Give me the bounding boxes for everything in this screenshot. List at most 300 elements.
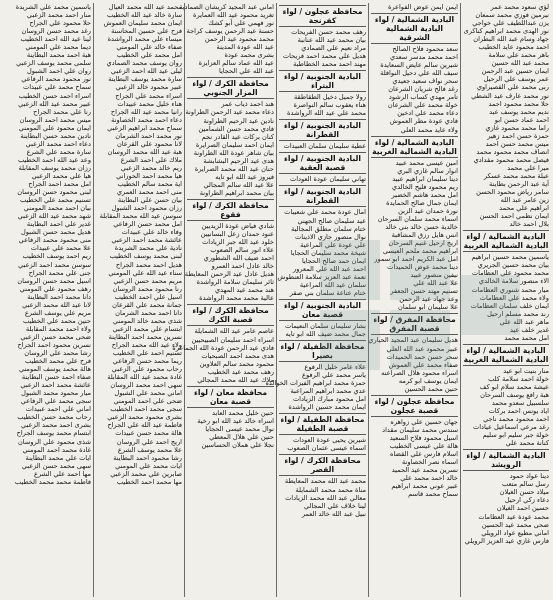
name-entry: لؤي سعود محمد عمر xyxy=(490,3,549,11)
name-entry: نادين عيد الرحيم الطراونة xyxy=(203,116,274,125)
name-entry: عاصم عامر عيد الله الشمايلة xyxy=(194,327,274,336)
name-entry: تغريد محمود عيد الله العمايرة xyxy=(193,11,274,20)
name-entry: بشار سليمان سلمان النعيمات xyxy=(285,321,366,330)
name-entry: مراد نعيم علي الصمادي xyxy=(301,44,366,53)
name-entry: دعاء احمد محمد الخصاونة xyxy=(111,115,182,124)
name-entry: نور محمود محمد الرفاعي xyxy=(21,75,91,84)
name-entry: حنين محمد الحسين xyxy=(404,384,458,393)
name-entry: شهد محمد عيد الله الزعبي xyxy=(17,212,91,221)
name-entry: رغد محمد حسن الروسان xyxy=(21,27,91,36)
name-entry: اماني مطيع عواد الرويلي xyxy=(481,528,549,537)
name-entry: امين عيسى محمد عبيد xyxy=(395,158,458,167)
name-entry: نادية علي محمد الشريدة xyxy=(114,244,182,253)
name-column-1 xyxy=(460,3,551,597)
name-entry: شيخة محمد سليمان الحجايا xyxy=(290,248,366,257)
name-entry: نديم محمد يوسف عبد xyxy=(489,107,549,116)
name-column-2 xyxy=(368,3,460,597)
name-entry: عالية محمد محمد الرواشدة xyxy=(199,294,274,303)
name-entry: سجى محمد علي الرفاعي xyxy=(20,397,91,406)
section-header: البادية الجنوبية / لواء القطرانة xyxy=(279,119,366,141)
name-entry: بيان شاهر عودة الله الطراونة xyxy=(193,148,274,157)
name-entry: اسلام فارس علي القضاه xyxy=(389,449,458,458)
name-entry: روان يوسف محمد الصمادي xyxy=(106,59,182,68)
name-entry: سارة خالد عيد الله الخطيب xyxy=(106,11,182,20)
name-entry: ربى محمد علي القصيراوي xyxy=(476,83,549,92)
name-entry: سامر رياض محمود الحسن xyxy=(476,188,549,197)
name-entry: امل محمود مبارك الزيادات xyxy=(292,395,366,404)
name-entry: ملاك عيد الله محمد المجالي xyxy=(197,375,274,384)
name-entry: هالة محمد يوسف المومني xyxy=(18,365,91,374)
name-entry: سندس محمد سليمان مقداد xyxy=(382,425,458,434)
name-entry: فاطمة عيد الله علي الجراح xyxy=(107,421,182,430)
name-entry: جمال محمد ضيف الله ابو تايه xyxy=(285,330,366,339)
name-entry: مناة محمد محمد الشمايلة xyxy=(295,485,366,494)
name-entry: ابتسام علي محمد الزعبي xyxy=(112,324,182,333)
name-entry: اماني علي احمد عبيدات xyxy=(25,405,91,414)
name-entry: نادين محمد حسن البطاينة xyxy=(20,131,91,140)
name-entry: نعمة عبد العزيز سلامة العنطوش xyxy=(277,272,366,281)
name-entry: حسنة عيد الرحمن يوسف كراجة xyxy=(186,27,274,36)
name-entry: محمد عيد الله محمد العيال xyxy=(108,3,182,11)
name-entry: فاطمة محمد محمد الخطيب xyxy=(14,477,91,486)
section-header: محافظة الكرك / لواء القصر xyxy=(279,454,366,476)
name-entry: ريم محمود فليح الخالدي xyxy=(392,182,458,191)
name-entry: هالة علي عيسى الخطيب xyxy=(389,441,458,450)
name-entry: سجى محمد احمد الخطيب xyxy=(110,405,182,414)
name-entry: نسرين محمد احمد البطاينة xyxy=(108,332,182,341)
name-entry: تسنيم احمد علي الخطيب xyxy=(112,349,182,358)
name-entry: هند محمد عيد المهدي xyxy=(215,286,274,295)
name-entry: اسراء محمد علي الجراح xyxy=(115,91,182,100)
name-entry: عنود حمدان زعل البسانيين xyxy=(200,230,274,239)
name-entry: رشا محمود احمد البطاينة xyxy=(113,453,182,462)
section-header: محافظة الكرك / لواء قصبة الكرك xyxy=(187,304,274,326)
name-entry: روان علي احمد الشبول xyxy=(26,67,91,76)
section-header: محافظة عجلون / لواء كفرنجة xyxy=(279,5,366,27)
name-entry: امل محمد حسن الرفاعي xyxy=(113,220,182,229)
section-header: البادية الشمالية / لواء الرويشد xyxy=(463,449,549,471)
name-entry: علا سليمان ابو سلمان xyxy=(398,303,458,312)
name-entry: ولاء عيد الله محمد الجراح xyxy=(111,340,182,349)
name-entry: نور فهمي علي أبو كشك xyxy=(208,19,274,28)
name-entry: رهف محمود علي المومني xyxy=(19,284,91,293)
name-entry: صفاء احمد حسن البطاينة xyxy=(21,373,91,382)
name-entry: اسراء احمد حسن الخطيب xyxy=(18,91,91,100)
name-entry: محمد محمود عيد الرحمن xyxy=(204,35,274,44)
name-entry: رهف محمد حسن الفريحات xyxy=(291,28,366,36)
name-entry: محمد عبد الله حسين xyxy=(491,59,549,68)
name-entry: فارس غازي عيد العزيز الرويلي xyxy=(464,536,549,545)
name-entry: هدى محمد احمد الصبحيات xyxy=(201,351,274,360)
name-entry: دانا احمد محمد الشرمان xyxy=(115,308,182,317)
name-entry: غدير علي احمد البطاينة xyxy=(26,220,91,229)
name-entry: علي عودة علي المراعية xyxy=(300,240,366,249)
section-header: محافظة الكرك / لواء فقوع xyxy=(187,199,274,221)
name-entry: حنان عيد الله محمد الصرايرة xyxy=(194,164,274,173)
name-entry: سحر حسن حمد الحميدات xyxy=(386,352,458,361)
name-entry: فيصل محمد محمود مقدادي xyxy=(473,155,549,164)
name-entry: حلا محمد محمود احمد xyxy=(488,99,549,108)
name-entry: رنا علي محمد الجراح xyxy=(33,107,91,116)
name-entry: بيان حسن علي البطاينة xyxy=(117,196,182,205)
name-entry: فيروز عيد الله ابو تايه xyxy=(215,172,274,181)
name-entry: هناء خليل محمد عبيدات xyxy=(117,99,182,108)
name-entry: اسيل محمود فلاح السعيد xyxy=(389,433,458,442)
name-entry: ايمان حسين عبد الرحمن xyxy=(481,67,549,76)
name-column-5 xyxy=(93,3,184,597)
name-entry: سماح محمد قاسم xyxy=(408,490,458,499)
name-entry: بيان محمد حسين الجريري xyxy=(477,261,549,270)
name-entry: نيرمين فوزي محمد سمعان xyxy=(475,11,549,20)
name-entry: ميلاد حسن الغيلان xyxy=(499,488,549,497)
name-entry: امل عبد الكريم احمد ابو سمور xyxy=(374,255,458,264)
name-entry: عائشة محمد احمد الزعبي xyxy=(20,381,91,390)
name-entry: شيرين يحيى عودة العودات xyxy=(292,436,366,445)
name-entry: هبة رافع يوسف السرحان xyxy=(480,390,549,399)
name-entry: اماني عبد المجيد كريشان الصمادية xyxy=(179,3,274,11)
section-header: البادية الشمالية / لواء البادية الشمالية الغربية xyxy=(463,345,549,364)
name-entry: امل محمد علي الخطيب xyxy=(116,51,182,60)
name-entry: لانا عيد الله محمد الزعبي xyxy=(22,300,91,309)
name-entry: نورة حمدان عيد الزبن xyxy=(398,206,458,215)
name-entry: سماح محمد ابراهيم الزعبي xyxy=(107,123,182,132)
name-entry: يزن عبداللطيف علي خواجي xyxy=(472,19,549,28)
name-entry: عبلة محمد محمد عسكر xyxy=(483,171,549,180)
name-entry: احمد محمد مدسر سعدي xyxy=(389,53,458,62)
name-entry: خالدية حسن خالد بني خالد xyxy=(385,222,458,231)
name-entry: نبيل عبد الله خالد العمر xyxy=(301,509,366,518)
name-entry: ختام عتاعة سلمان بني صقر xyxy=(289,288,366,297)
name-entry: اسماء محمد سلمان السرحان xyxy=(377,214,458,223)
name-entry: ضحى علي احمد المومني xyxy=(113,397,182,406)
name-entry: دينا سليمان ابراهيم عبيد xyxy=(392,174,458,183)
name-entry: علا عيد الله سالم المجالي xyxy=(203,180,274,189)
name-entry: سارة محمد يوسف البطاينة xyxy=(108,75,182,84)
section-header: البادية الشمالية / لواء البادية الشمالية الشرقية xyxy=(371,13,458,44)
name-entry: نجلا علي هملان الحساسين xyxy=(201,440,274,449)
name-entry: بيان محمد ابراهيم الطراونة xyxy=(199,188,274,197)
name-entry: كنان بركات عيد القادر نجم xyxy=(201,132,274,141)
name-entry: رشا محمد علي الروسان xyxy=(24,349,91,358)
name-entry: رنا محمود محمد الروسان xyxy=(112,284,182,293)
name-entry: ياسمين محمد علي الشريدة xyxy=(15,3,91,11)
name-entry: عبير محمد عيد الله الزعبي xyxy=(18,99,91,108)
name-entry: دينا محمد عوض الحميدات xyxy=(387,263,458,272)
name-entry: خلود عيد الله جبر الزيادات xyxy=(202,238,274,247)
name-entry: سارة محمد علي الشرع xyxy=(26,147,91,156)
name-entry: هديل علي محمد احمد فريحات xyxy=(282,52,366,61)
name-entry: سلمان عيد الله المراعية xyxy=(299,280,366,289)
name-entry: سيف الله علي دحيل النوافلة xyxy=(380,69,458,78)
name-entry: رغد فالح شريان الشرعان xyxy=(388,85,458,94)
name-entry: امل محمد محمد xyxy=(504,333,549,342)
name-entry: ايمان محمد سليمان العموش xyxy=(103,19,182,28)
name-entry: سعد محمود فلاح الصالح xyxy=(392,45,458,54)
name-entry: اسماء عيسى عثمان الصعوب xyxy=(287,444,366,453)
name-entry: امل محمد هاشم الخضير xyxy=(391,190,458,199)
name-entry: لانا محمود علي القرعان xyxy=(116,139,182,148)
name-entry: لبنى محمود حسن الروسان xyxy=(17,188,91,197)
name-entry: اماني محمد علي الشبول xyxy=(114,389,182,398)
name-entry: مها احمد علي الشرع xyxy=(34,469,91,478)
name-entry: رغد مرعي اسماعيل عيادات xyxy=(473,423,549,432)
name-entry: سناء عيد الله علي المومني xyxy=(108,268,182,277)
name-entry: منى محمود محمد الرفاعي xyxy=(18,236,91,245)
name-entry: ثائر سليمان سلامة الرواشدة xyxy=(196,278,274,287)
name-entry: بشرى احمد محمد الزعبي xyxy=(21,421,91,430)
name-entry: سوسن محمد احمد الزعبي xyxy=(18,260,91,269)
name-entry: سلسبيل سعدو محمد xyxy=(491,399,549,408)
name-entry: خالد عادل احمد العمرو xyxy=(211,262,274,271)
name-entry: نور محمد عارف عيد الشطي xyxy=(471,91,549,100)
name-entry: وعد جهاد عيد الرحمن xyxy=(399,295,458,304)
name-entry: دعاء محمد علي ادخين xyxy=(397,109,458,118)
name-entry: منار احمد محمد الزعبي xyxy=(26,11,91,20)
name-entry: فادي محمد حسن الشمامين xyxy=(198,124,274,133)
name-entry: خولة احمد سلامة كلب xyxy=(488,374,549,383)
name-entry: غدير خلف عيد xyxy=(509,325,549,334)
name-entry: امل محمد احمد الجراح xyxy=(28,180,91,189)
name-entry: اريج ارحيل غنيم السرحان xyxy=(388,239,458,248)
name-entry: رحاب محمود علي الزعبي xyxy=(111,365,182,374)
name-entry: ايمان خلف سلمان العظامات xyxy=(470,301,549,310)
name-entry: علا عبد الله علي xyxy=(413,279,458,288)
name-entry: ميس محمد احمد الروسان xyxy=(19,115,91,124)
name-entry: سلمى محمد يوسف الزعبي xyxy=(16,59,91,68)
name-entry: اريج احمد علي الروسان xyxy=(116,437,182,446)
name-entry: فادي عودة مطر العموش xyxy=(389,117,458,126)
name-entry: لبنى محمد يوسف الخطيب xyxy=(109,252,182,261)
name-entry: اية محمد سالم الخطيب xyxy=(117,180,182,189)
name-entry: ملاك علي احمد الشرع xyxy=(120,155,182,164)
name-entry: ليلى عيد الله احمد الزعبي xyxy=(110,67,182,76)
name-entry: ابراهيم علي محمد xyxy=(499,204,549,213)
name-entry: احمد محمود عايد الخطيب xyxy=(478,43,549,52)
name-column-4 xyxy=(172,3,276,597)
name-entry: ضحى محمد عيد الحسين xyxy=(481,520,549,529)
name-entry: خولة جبر سليم ابو سليم xyxy=(482,431,549,440)
name-entry: اياد يونس احمد بركات xyxy=(488,407,549,416)
name-entry: رولا جميل دخيل الطقاطقة xyxy=(294,93,366,102)
name-entry: رحاب محمد حسن الخطيب xyxy=(17,413,91,422)
name-entry: احمد محمود محمد ناجي xyxy=(483,415,549,424)
name-entry: اسيل محمد حسن الروسان xyxy=(17,276,91,285)
name-entry: اسيل علي احمد الخطيب xyxy=(114,292,182,301)
section-header: محافظة المفرق / لواء قصبة المفرق xyxy=(371,313,458,335)
name-entry: صفاء خالد علي المومني xyxy=(116,43,182,52)
name-entry: الاء منصور سلامة الخالدي xyxy=(478,277,549,286)
name-entry: احمد عبد الله علي المعرور xyxy=(293,264,366,273)
name-entry: هالة محمد حسن عبيدات xyxy=(115,429,182,438)
name-entry: نور الهدى محمد ابراهيم كناكرى xyxy=(463,27,549,36)
name-entry: ريم خالد محمد الزعبي xyxy=(120,163,182,172)
name-entry: شادي فياض عودة الزيديين xyxy=(201,221,274,230)
name-entry: ايات علي محمد البطاينة xyxy=(25,453,91,462)
name-entry: هند احمد ذياب عمر xyxy=(221,100,274,109)
name-entry: مها محمد احمد الخطيب xyxy=(116,477,182,486)
name-entry: دانا محمد احمد البطاينة xyxy=(27,292,91,301)
name-entry: عبير محمود عبد الله العلي xyxy=(386,344,458,353)
name-entry: هديل احمد محمد الجراح xyxy=(115,260,182,269)
name-entry: دعاء محمد عيد الرحمن الطراونة xyxy=(185,108,274,117)
name-entry: انصاف محمد محمود محمد xyxy=(476,147,549,156)
name-entry: تامر مهدي كساب الرشود xyxy=(388,93,458,102)
section-header: البادية الجنوبية / لواء البتراء xyxy=(279,70,366,92)
name-entry: حسين احمد الغيلان xyxy=(496,504,549,513)
name-entry: ايمان احمد سليمان الصرايرة xyxy=(195,140,274,149)
name-entry: ديما محمد علي المومني xyxy=(25,43,91,52)
name-entry: احمد ضيف الله الشطوري xyxy=(203,254,274,263)
name-entry: ابراهيم محمد ملحم العيسى xyxy=(382,247,458,256)
name-entry: حمزة حسن احمد زهير xyxy=(487,131,549,140)
name-entry: تسنيم محمد علي الخطيب xyxy=(19,196,91,205)
name-entry: حنين محمد علي الخطيب xyxy=(22,316,91,325)
name-entry: صفاء محمد علي العموش xyxy=(388,360,458,369)
name-entry: هيا علي محمد الزعبي xyxy=(31,171,91,180)
name-entry: ماهر عبد الله علي xyxy=(499,317,549,326)
name-entry: غادة محمد عيد الله المقابلة xyxy=(107,373,182,382)
name-entry: سماح محمد علي عبيدات xyxy=(23,83,91,92)
name-entry: عيد الله عودة المدينة xyxy=(216,43,274,52)
name-entry: حلا محمود علي الجراح xyxy=(29,19,91,28)
name-entry: ميار محمد شنوري العظامات xyxy=(471,285,549,294)
name-entry: ايمان يوسف ابو كرمه xyxy=(398,376,458,385)
name-entry: عبد الله علي الحجايا xyxy=(218,67,274,76)
name-entry: علا محمد يوسف الشرع xyxy=(117,445,182,454)
name-entry: علاء انور سالم الصعوب xyxy=(210,246,274,255)
name-entry: ايمان نظمي احمد الحسن xyxy=(479,212,549,221)
name-entry: نيفين منصور عبيد xyxy=(410,271,458,280)
name-entry: علا محمد علي عبيدات xyxy=(30,244,91,253)
name-entry: مريم علي يوسف الشرع xyxy=(24,308,91,317)
name-entry: حنين علي هلال المعطي xyxy=(209,432,274,441)
name-entry: تسنيم مهند حسن الجعفر xyxy=(390,287,458,296)
name-entry: هناء يعقوب سالم النواصرة xyxy=(293,101,366,110)
name-entry: غادة محمد احمد المومني xyxy=(22,445,91,454)
name-entry: ولاء احمد محمد المقابلة xyxy=(25,324,91,333)
name-entry: عدي محمد ابراهيم المراعبة xyxy=(290,387,366,396)
name-entry: نوال منصور جازي الاذينات xyxy=(295,232,366,241)
name-entry: محمد محمود علي العظامات xyxy=(471,269,549,278)
name-entry: ايمن ايمن عوض الفواعرة xyxy=(387,3,458,11)
name-entry: وفاء خالد علي عبيدات xyxy=(121,228,182,237)
name-entry: عبير عوني محمد ابراهيم xyxy=(391,482,458,491)
name-entry: زين عامر عبد الله xyxy=(500,196,549,205)
name-entry: عمر يوسف علي الرحيل xyxy=(483,75,549,84)
name-entry: سحر نواف سعيد جعيدي xyxy=(392,77,458,86)
name-entry: سهى محمد حسن الزعبي xyxy=(21,461,91,470)
name-entry: ولاء عايد محمد العلي xyxy=(400,125,458,134)
name-entry: امال عودة محمد علي شعيبات xyxy=(284,208,366,217)
name-entry: فادي عيد الرحمن عودة الله الجماعرة xyxy=(172,343,274,352)
name-entry: رزان محمود احمد الشبول xyxy=(111,204,182,213)
name-entry: بيان محمد عيد الله عنانبة xyxy=(297,36,366,45)
name-entry: نوال محمد عيسى الحجايا xyxy=(205,424,274,433)
name-entry: هبة احمد محمد البطاينة xyxy=(26,51,91,60)
name-entry: عيشة محمد سلام ابو كف xyxy=(479,382,549,391)
name-entry: جهاد وسام عبد الله البطران xyxy=(473,35,549,44)
name-entry: محمد علي عيد الله الرواشدة xyxy=(287,109,366,118)
name-entry: اسماء نصر الخصاونة xyxy=(401,458,458,467)
section-header: البادية الجنوبية / لواء قصبة العقبة xyxy=(279,152,366,174)
name-entry: شيرين سالم عايض السعايدة xyxy=(380,61,458,70)
name-entry: احمد عماد حسن ابو xyxy=(494,115,549,124)
name-entry: جمانة محمد علي القرعان xyxy=(112,300,182,309)
name-entry: نور محمد احمد الشرمان xyxy=(115,131,182,140)
section-header: محافظة عجلون / لواء قصبة عجلون xyxy=(371,395,458,417)
name-entry: ميس محمد حسن احمد xyxy=(485,139,549,148)
name-entry: راما محمد محمود غازي xyxy=(485,123,549,132)
name-entry: ختام سلمان مطلق المجالية xyxy=(291,224,366,233)
name-entry: هديل سليمان عبد المجيد الحياري xyxy=(368,336,458,345)
name-column-6 xyxy=(2,3,93,597)
section-header: البادية الجنوبية / لواء قصبة معان xyxy=(279,299,366,321)
name-entry: شذى محمد خالد المومني xyxy=(112,316,182,325)
name-entry: سهى احمد محمد الروسان xyxy=(110,381,182,390)
name-entry: حمزة محمد ابراهيم الفيزات الخوالدة xyxy=(265,379,366,388)
name-entry: محمود محمد سالم العلاوين xyxy=(199,359,274,368)
name-entry: خولة محمد علي الشرعان xyxy=(387,101,458,110)
section-header: محافظة الطفيلة / لواء قصبة الطفيلة xyxy=(280,415,365,434)
section-header: البادية الجنوبية / لواء القطرانة xyxy=(279,185,366,207)
name-entry: ايمان جمال صالح الحمايدة xyxy=(386,198,458,207)
name-entry: مهند احمد محمد الخطاطبة xyxy=(293,60,366,69)
name-entry: سوسن عيد الله محمد المقابلة xyxy=(99,212,182,221)
name-entry: هيا محمد احمد الحوراني xyxy=(116,171,182,180)
name-entry: رانيا محمد عيد الله الجراح xyxy=(110,107,182,116)
name-entry: اسراء احمد سليمان الصبيحيين xyxy=(191,335,274,344)
name-entry: صابرين علي محمد الزعبي xyxy=(110,469,182,478)
section-header: محافظة الطفيلة / لواء بصيرا xyxy=(280,342,365,361)
name-entry: مريم محمد حسن الزعبي xyxy=(113,276,182,285)
name-entry: ياسمين محمد حسين ابراهيم xyxy=(471,253,549,262)
name-entry: رند محمد مسلم ارحيل xyxy=(487,309,549,318)
name-entry: فرح علي محمد الخطيب xyxy=(25,357,91,366)
name-entry: ضحى محمد حسن الزعبي xyxy=(20,332,91,341)
name-entry: ميار محمود محمد الشبول xyxy=(21,389,91,398)
name-entry: تهاني سليمان عودة العودات xyxy=(290,175,366,184)
name-entry: ميساء علي محمد الرواشدة xyxy=(107,35,182,44)
name-entry: انوار سالم غازي البري xyxy=(397,166,458,175)
name-entry: هدى عيد الرحيم البشابشة xyxy=(203,156,274,165)
name-entry: دعاء احمد محمد الزعبي xyxy=(25,139,91,148)
name-entry: ايمان حمد صالح الحجايا xyxy=(301,256,366,265)
name-entry: لينا عيد الله احمد الخطيب xyxy=(20,35,91,44)
name-entry: بيان احمد محمد المومني xyxy=(23,204,91,213)
section-header: البادية الشمالية / لواء البادية الشمالية الغربية xyxy=(372,137,457,156)
name-entry: باهر محمد علي سلامة xyxy=(488,51,549,60)
name-entry: فرح علي حسين المحاسنة xyxy=(111,27,182,36)
name-entry: عبير محمود خالد الزعبي xyxy=(115,83,182,92)
name-entry: علاء عامر خليل الرفوع xyxy=(304,363,366,372)
name-entry: رهف محمد عيد الخطيب xyxy=(207,367,274,376)
name-entry: رسل سالم متعب xyxy=(501,480,549,489)
name-entry: انس هايل رزق المشاقبة xyxy=(391,230,458,239)
name-entry: عيد سليمان صالح الجهني xyxy=(297,216,366,225)
name-entry: لينا خلاف علي المجالي xyxy=(303,501,366,510)
name-entry: عيد الله عماد سالم العزايزة xyxy=(198,59,274,68)
name-entry: هبة عيد الله محمد الروسان xyxy=(107,147,182,156)
name-entry: آية عبد الرحمن بطاينة xyxy=(489,180,549,189)
name-column-3 xyxy=(265,3,368,597)
name-entry: ايات محمد علي المومني xyxy=(115,461,182,470)
name-entry: حنين خليل محمد العابد xyxy=(212,408,274,417)
name-entry: ايمان محمد حسين الرواشدة xyxy=(288,403,366,412)
name-entry: رزان محمد يوسف المقابلة xyxy=(18,163,91,172)
name-entry: ياسر محمد علي الرفوع xyxy=(302,371,366,380)
name-entry: بلال احمد خالد xyxy=(509,220,549,229)
name-entry: وعد عيد الله احمد الخطيب xyxy=(17,155,91,164)
